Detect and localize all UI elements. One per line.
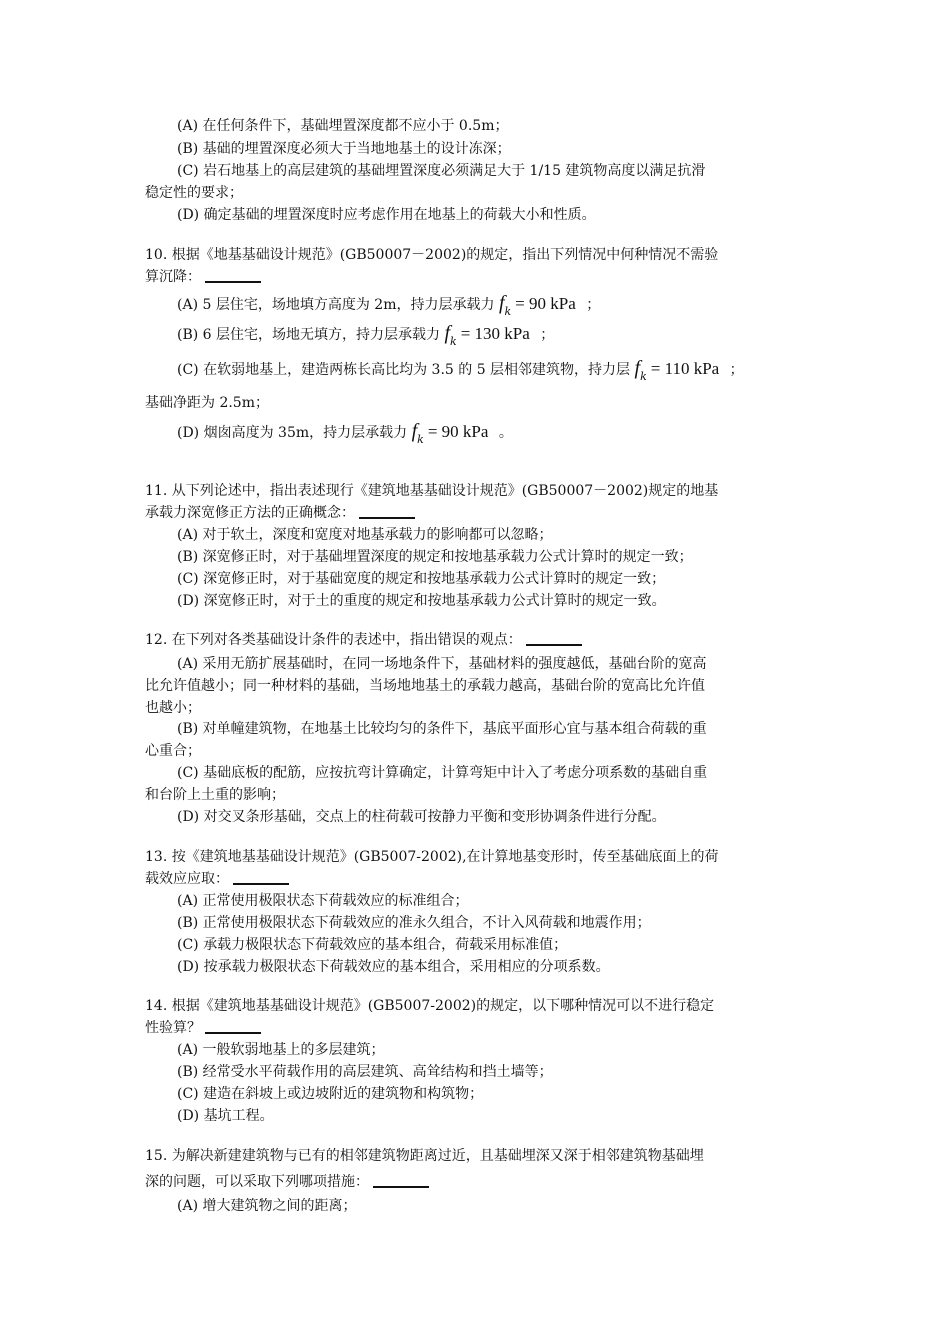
q12-option-b: (B) 对单幢建筑物，在地基土比较均匀的条件下，基底平面形心宜与基本组合荷载的重 [177,721,707,737]
q9-option-b: (B) 基础的埋置深度必须大于当地地基土的设计冻深； [177,141,511,157]
answer-blank [233,883,289,885]
q10-option-b [177,322,555,348]
q11-stem-cont [145,504,415,522]
q9-option-d: (D) 确定基础的埋置深度时应考虑作用在地基上的荷载大小和性质。 [177,207,596,223]
q14-option-b: (B) 经常受水平荷载作用的高层建筑、高耸结构和挡土墙等； [177,1064,553,1080]
q13-option-c: (C) 承载力极限状态下荷载效应的基本组合，荷载采用标准值； [177,937,568,953]
q10-option-b-text: (B) 6 层住宅，场地无填方，持力层承载力 [177,327,441,343]
formula-f: f [411,420,418,442]
q13-stem: 13. 按《建筑地基基础设计规范》(GB5007-2002),在计算地基变形时，传至基础底面上的荷 [145,849,719,865]
answer-blank [205,281,261,283]
q11-stem: 11. 从下列论述中，指出表述现行《建筑地基基础设计规范》(GB50007－2002)规定的地基 [145,483,719,499]
q11-option-d: (D) 深宽修正时，对于土的重度的规定和按地基承载力公式计算时的规定一致。 [177,593,666,609]
q9-option-a: (A) 在任何条件下，基础埋置深度都不应小于 0.5m； [177,118,509,134]
q10-option-d-text: (D) 烟囱高度为 35m，持力层承载力 [177,425,408,441]
formula-f: f [498,292,505,314]
q12-option-c-cont: 和台阶上土重的影响； [145,787,285,803]
q12-option-a-cont2: 也越小； [145,700,201,716]
q10-option-c [177,357,744,383]
formula-value: = 110 kPa [650,359,720,378]
q11-option-b: (B) 深宽修正时，对于基础埋置深度的规定和按地基承载力公式计算时的规定一致； [177,549,693,565]
q9-option-c: (C) 岩石地基上的高层建筑的基础埋置深度必须满足大于 1/15 建筑物高度以满足抗滑 [177,163,706,179]
semicolon: ； [540,327,555,343]
q15-stem: 15. 为解决新建建筑物与已有的相邻建筑物距离过近，且基础埋深又深于相邻建筑物基础埋 [145,1148,704,1164]
q11-stem-text: 承载力深宽修正方法的正确概念： [145,505,355,521]
q14-stem: 14. 根据《建筑地基基础设计规范》(GB5007-2002)的规定，以下哪种情况可以不进行稳定 [145,998,715,1014]
q10-option-c-cont: 基础净距为 2.5m； [145,395,269,411]
formula-sub-k: k [504,305,512,318]
formula-f: f [634,357,641,379]
q15-stem-text: 深的问题，可以采取下列哪项措施： [145,1174,369,1190]
formula-sub-k: k [640,370,647,383]
answer-blank [205,1032,261,1034]
q12-option-a-cont1: 比允许值越小；同一种材料的基础，当场地地基土的承载力越高，基础台阶的宽高比允许值 [145,678,705,694]
q15-stem-cont [145,1173,429,1191]
formula-value: = 90 kPa [515,294,576,313]
q10-option-d [177,420,513,446]
q9-option-c-cont: 稳定性的要求； [145,185,243,201]
q13-option-b: (B) 正常使用极限状态下荷载效应的准永久组合，不计入风荷载和地震作用； [177,915,651,931]
q13-option-a: (A) 正常使用极限状态下荷载效应的标准组合； [177,893,469,909]
q15-option-a: (A) 增大建筑物之间的距离； [177,1198,357,1214]
q10-stem-cont [145,268,261,286]
answer-blank [373,1186,429,1188]
q12-stem-text: 12. 在下列对各类基础设计条件的表述中，指出错误的观点： [145,632,522,648]
period: 。 [498,425,513,441]
q12-option-c: (C) 基础底板的配筋，应按抗弯计算确定，计算弯矩中计入了考虑分项系数的基础自重 [177,765,708,781]
q10-stem: 10. 根据《地基基础设计规范》(GB50007－2002)的规定，指出下列情况中何种情况不需验 [145,247,719,263]
formula-f: f [444,322,451,344]
q12-option-b-cont: 心重合； [145,743,201,759]
semicolon: ； [729,362,744,378]
q13-option-d: (D) 按承载力极限状态下荷载效应的基本组合，采用相应的分项系数。 [177,959,610,975]
answer-blank [359,517,415,519]
formula-sub-k: k [450,335,457,348]
q10-option-c-text: (C) 在软弱地基上，建造两栋长高比均为 3.5 的 5 层相邻建筑物，持力层 [177,362,631,378]
formula-value: = 90 kPa [427,422,489,441]
q13-stem-cont [145,870,289,888]
q14-stem-cont [145,1019,261,1037]
q14-option-d: (D) 基坑工程。 [177,1108,274,1124]
q10-option-a [177,292,601,318]
q12-option-a: (A) 采用无筋扩展基础时，在同一场地条件下，基础材料的强度越低，基础台阶的宽高 [177,656,707,672]
formula-sub-k: k [417,433,424,446]
q11-option-a: (A) 对于软土，深度和宽度对地基承载力的影响都可以忽略； [177,527,553,543]
q14-stem-text: 性验算？ [145,1020,201,1036]
q13-stem-text: 载效应应取： [145,871,229,887]
q12-option-d: (D) 对交叉条形基础，交点上的柱荷载可按静力平衡和变形协调条件进行分配。 [177,809,666,825]
q11-option-c: (C) 深宽修正时，对于基础宽度的规定和按地基承载力公式计算时的规定一致； [177,571,666,587]
q12-stem [145,631,582,649]
q14-option-c: (C) 建造在斜坡上或边坡附近的建筑物和构筑物； [177,1086,484,1102]
q10-option-a-text: (A) 5 层住宅，场地填方高度为 2m，持力层承载力 [177,297,495,313]
answer-blank [526,644,582,646]
semicolon: ； [586,297,601,313]
q14-option-a: (A) 一般软弱地基上的多层建筑； [177,1042,385,1058]
q10-stem-text: 算沉降： [145,269,201,285]
formula-value: = 130 kPa [460,324,530,343]
